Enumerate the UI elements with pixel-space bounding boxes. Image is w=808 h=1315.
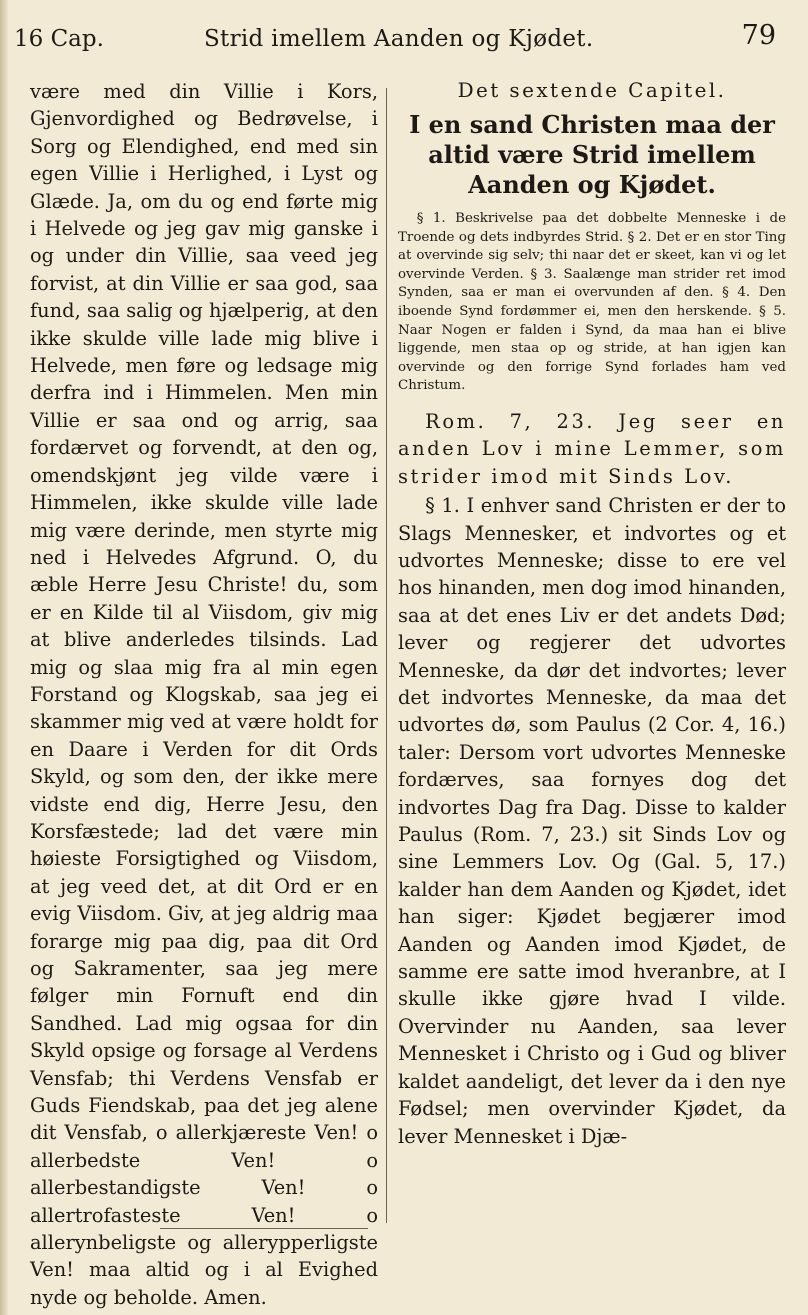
left-column: [30, 78, 378, 1311]
page-header: [14, 20, 794, 60]
left-column-text: være med din Villie i Kors, Gjenvordighed og Bedrøvelse, i Sorg og Elendighed, end med sin egen Villie i Herlighed, i Lyst og Glæde. Ja, om du og end førte mig i Helvede og jeg gav mig ganske i og under din Villie, saa veed jeg forvist, at din Villie er saa god, saa fund, saa salig og hjælperig, at den ikke skulde ville lade mig blive i Helvede, men føre og ledsage mig derfra ind i Himmelen. Men min Villie er saa ond og arrig, saa fordærvet og forvendt, at den og, omendskjønt jeg vilde være i Himmelen, ikke skulde ville lade mig være derinde, men styrte mig ned i Helvedes Afgrund. O, du æble Herre Jesu Christe! du, som er en Kilde til al Viisdom, giv mig at blive anderledes tilsinds. Lad mig og slaa mig fra al min egen Forstand og Klogskab, saa jeg ei skammer mig ved at være holdt for en Daare i Verden for dit Ords Skyld, og som den, der ikke mere vidste end dig, Herre Jesu, den Korsfæstede; lad det være min høieste Forsigtighed og Viisdom, at jeg veed det, at dit Ord er en evig Viisdom. Giv, at jeg aldrig maa forarge mig paa dig, paa dit Ord og Sakramenter, saa jeg mere følger min Fornuft end din Sandhed. Lad mig ogsaa for din Skyld opsige og forsage al Verdens Vensfab; thi Verdens Vensfab er Guds Fiendskab, paa det jeg alene dit Vensfab, o allerkjæreste Ven! o allerbedste Ven! o allerbestandigste Ven! o allertrofasteste Ven! o allerynbeligste og allerypperligste Ven! maa altid og i al Evighed nyde og beholde. Amen.: [30, 80, 379, 1309]
left-bottom-rule: [160, 1228, 368, 1229]
page-edge: [0, 0, 8, 1315]
column-divider: [386, 88, 387, 1223]
section-1-text: § 1. I enhver sand Christen er der to Slags Mennesker, et indvortes og et udvortes Menneske; disse to ere vel hos hinanden, men dog imod hinanden, saa at det enes Liv er det andets Død; lever og regjerer det udvortes Menneske, da dør det indvortes; lever det indvortes Menneske, da maa det udvortes dø, som Paulus (2 Cor. 4, 16.) taler: Dersom vort udvortes Menneske fordærves, saa fornyes dog det indvortes Dag fra Dag. Disse to kalder Paulus (Rom. 7, 23.) sit Sinds Lov og sine Lemmers Lov. Og (Gal. 5, 17.) kalder han dem Aanden og Kjødet, idet han siger: Kjødet begjærer imod Aanden og Aanden imod Kjødet, de samme ere satte imod hveranbre, at I skulle ikke gjøre hvad I vilde. Overvinder nu Aanden, saa lever Mennesket i Christo og i Gud og bliver kaldet aandeligt, det lever da i den nye Fødsel; men overvinder Kjødet, da lever Mennesket i Djæ-: [398, 494, 786, 1148]
chapter-summary: § 1. Beskrivelse paa det dobbelte Menneske i de Troende og dets indbyrdes Strid. § 2. Det er en stor Ting at overvinde sig selv; thi naar det er skeet, kan vi og let overvinde Verden. § 3. Saalænge man strider ret imod Synden, saa er man ei overvunden af den. § 4. Den iboende Synd fordømmer ei, men den herskende. § 5. Naar Nogen er falden i Synd, da maa han ei blive liggende, men staa op og stride, at han igjen kan overvinde og den forrige Synd forlades ham ved Christum.: [398, 211, 786, 394]
running-title: Strid imellem Aanden og Kjødet.: [204, 26, 594, 52]
chapter-reference: 16 Cap.: [14, 26, 104, 52]
page-number: 79: [741, 20, 776, 51]
chapter-title: Det sextende Capitel.: [457, 78, 727, 102]
chapter-heading: I en sand Christen maa der altid være Strid imellem Aanden og Kjødet.: [409, 110, 775, 199]
scripture-verse: Rom. 7, 23. Jeg seer en anden Lov i mine Lemmer, som strider imod mit Sinds Lov.: [398, 409, 786, 488]
right-column: [398, 78, 786, 1150]
